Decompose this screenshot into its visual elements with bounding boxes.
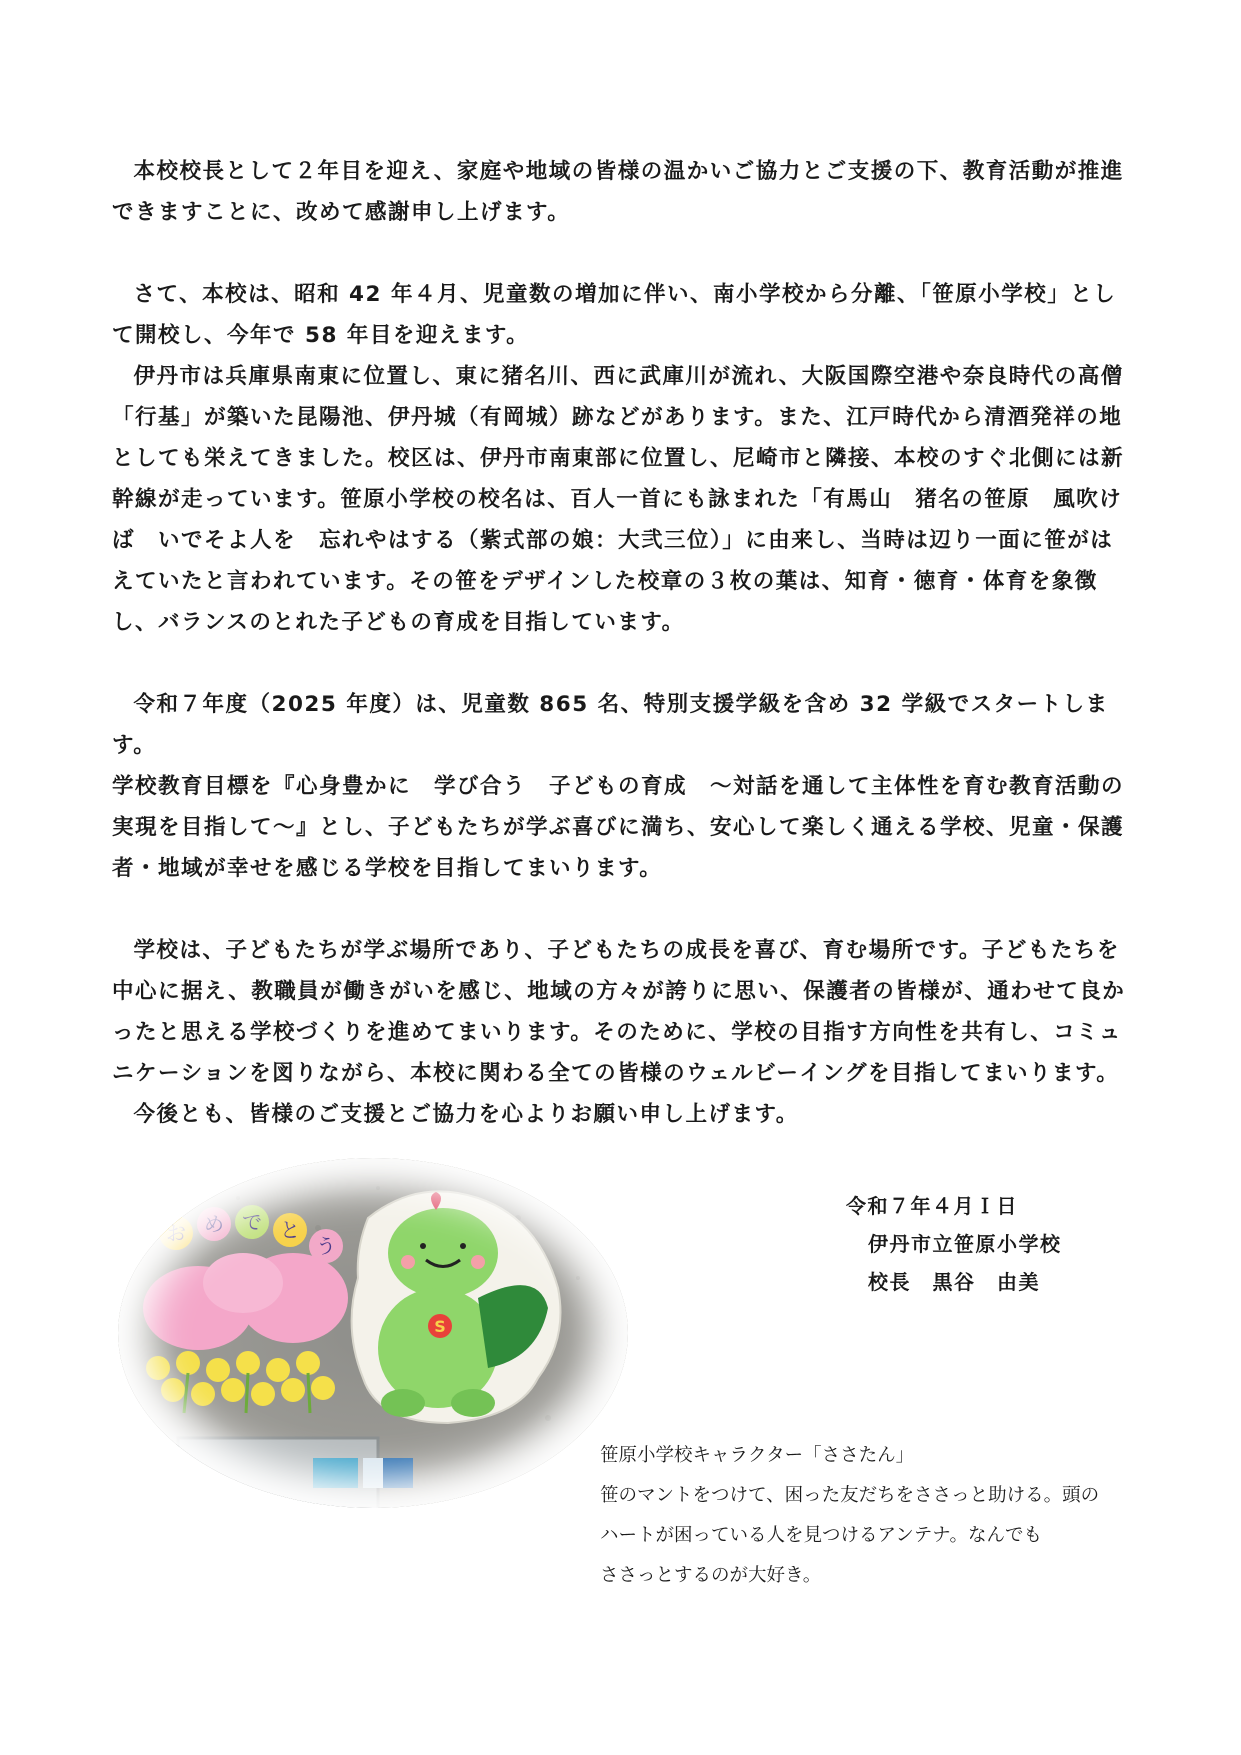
mascot-caption xyxy=(600,1436,1120,1596)
paragraph-itami: 伊丹市は兵庫県南東に位置し、東に猪名川、西に武庫川が流れ、大阪国際空港や奈良時代の高僧「行基」が築いた昆陽池、伊丹城（有岡城）跡などがあります。また、江戸時代から清酒発祥の地としても栄えてきました。校区は、伊丹市南東部に位置し、尼崎市と隣接、本校のすぐ北側には新幹線が走っています。笹原小学校の校名は、百人一首にも詠まれた「有馬山 猪名の笹原 風吹けば いでそよ人を 忘れやはする（紫式部の娘：大弐三位）」に由来し、当時は辺り一面に笹がはえていたと言われています。その笹をデザインした校章の３枚の葉は、知育・徳育・体育を象徴し、バランスのとれた子どもの育成を目指しています。 xyxy=(112,364,1125,635)
paragraph-history: さて、本校は、昭和 42 年４月、児童数の増加に伴い、南小学校から分離、「笹原小学校」として開校し、今年で 58 年目を迎えます。 xyxy=(112,282,1117,348)
greeting-message xyxy=(112,151,1132,1135)
banner-char: め xyxy=(204,1212,224,1236)
mascot-photo xyxy=(118,1158,628,1508)
signature-date: 令和７年４月Ｉ日 xyxy=(846,1194,1018,1218)
paragraph-closing: 今後とも、皆様のご支援とご協力を心よりお願い申し上げます。 xyxy=(133,1102,799,1127)
banner-char: お xyxy=(166,1221,186,1245)
paragraph-vision: 学校は、子どもたちが学ぶ場所であり、子どもたちの成長を喜び、育む場所です。子どもたちを中心に据え、教職員が働きがいを感じ、地域の方々が誇りに思い、保護者の皆様が、通わせて良かったと思える学校づくりを進めてまいります。そのために、学校の目指す方向性を共有し、コミュニケーションを図りながら、本校に関わる全ての皆様のウェルビーイングを目指してまいります。 xyxy=(112,938,1126,1086)
paragraph-school-year: 令和７年度（2025 年度）は、児童数 865 名、特別支援学級を含め 32 学級でスタートします。 xyxy=(112,692,1109,758)
signature-school: 伊丹市立笹原小学校 xyxy=(868,1232,1062,1256)
caption-line: ささっとするのが大好き。 xyxy=(600,1565,822,1586)
paragraph-intro: 本校校長として２年目を迎え、家庭や地域の皆様の温かいご協力とご支援の下、教育活動が推進できますことに、改めて感謝申し上げます。 xyxy=(112,159,1124,225)
caption-title: 笹原小学校キャラクター「ささたん」 xyxy=(600,1445,915,1466)
signature-principal: 校長 黒谷 由美 xyxy=(868,1270,1040,1294)
banner-char: で xyxy=(242,1210,262,1234)
photo-vignette xyxy=(118,1158,628,1508)
caption-line: ハートが困っている人を見つけるアンテナ。なんでも xyxy=(600,1525,1042,1546)
paragraph-goal: 学校教育目標を『心身豊かに 学び合う 子どもの育成 ～対話を通して主体性を育む教育活動の実現を目指して～』とし、子どもたちが学ぶ喜びに満ち、安心して楽しく通える学校、児童・保護者・地域が幸せを感じる学校を目指してまいります。 xyxy=(112,774,1125,881)
paragraph-gap xyxy=(112,643,1132,684)
paragraph-gap xyxy=(112,889,1132,930)
signature-block xyxy=(846,1187,1062,1301)
paragraph-gap xyxy=(112,233,1132,274)
mascot-badge-letter: S xyxy=(434,1317,446,1336)
banner-char: う xyxy=(316,1234,336,1258)
caption-line: 笹のマントをつけて、困った友だちをささっと助ける。頭の xyxy=(600,1485,1100,1506)
banner-char: と xyxy=(280,1218,300,1242)
